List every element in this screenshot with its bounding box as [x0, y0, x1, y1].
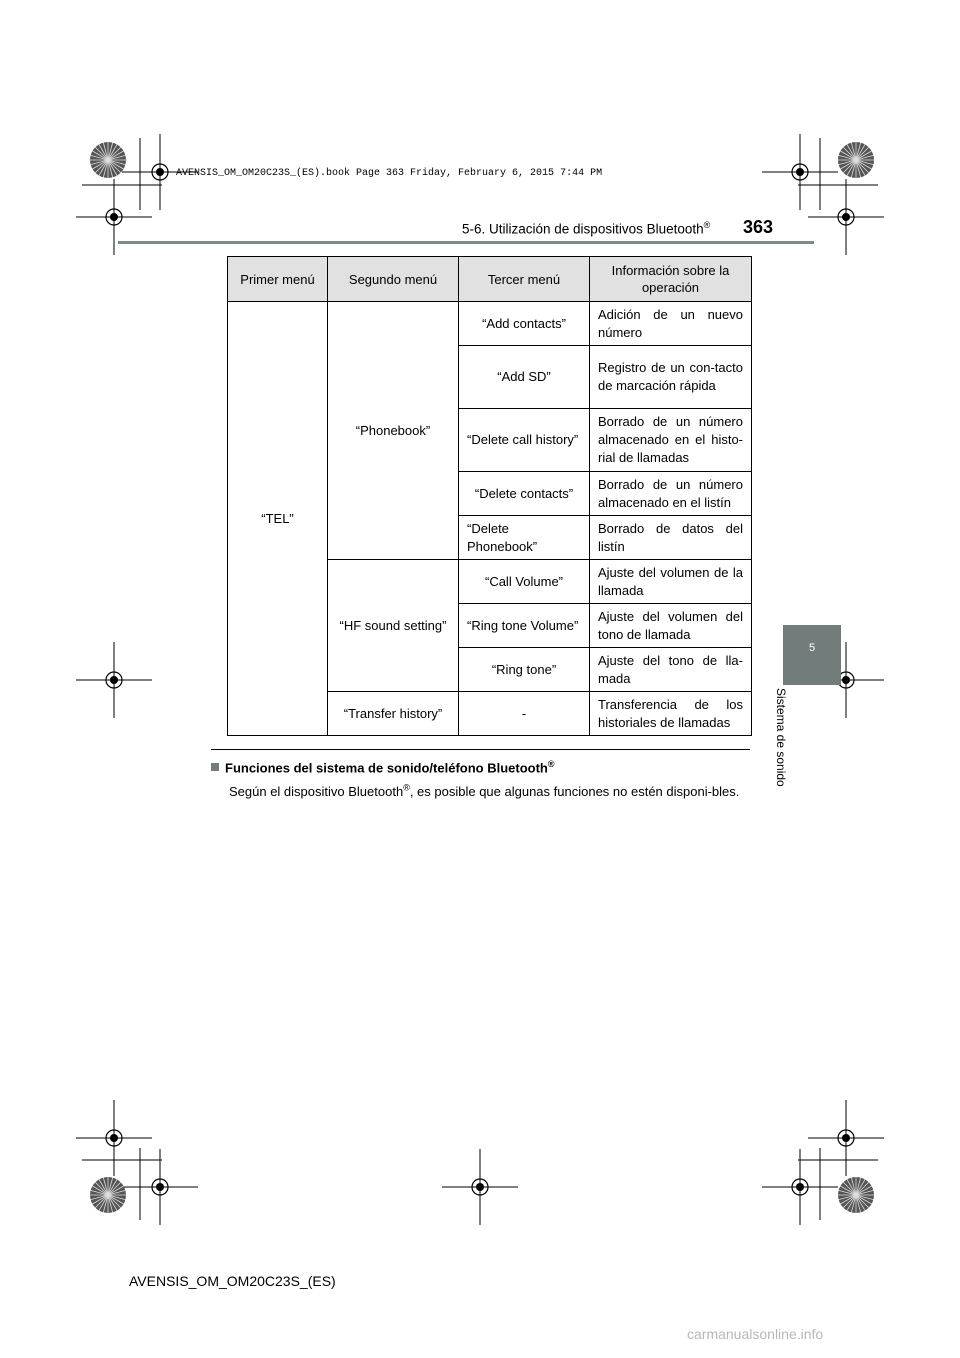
header-third-menu: Tercer menú	[459, 257, 590, 302]
header-first-menu: Primer menú	[228, 257, 328, 302]
table-row	[228, 302, 752, 346]
info-cell: Borrado de datos del listín	[590, 516, 752, 560]
registered-mark: ®	[403, 782, 410, 793]
chapter-title: Sistema de sonido	[774, 688, 788, 787]
third-menu-cell: “Call Volume”	[459, 560, 590, 604]
square-bullet-icon	[211, 763, 219, 771]
info-cell: Registro de un con-tacto de marcación rápida	[590, 346, 752, 409]
third-menu-cell: “Ring tone”	[459, 648, 590, 692]
info-cell: Ajuste del tono de lla-mada	[590, 648, 752, 692]
crosshair-icon	[110, 676, 118, 684]
registered-mark: ®	[703, 220, 711, 230]
second-menu-cell: “Transfer history”	[328, 692, 459, 736]
info-cell: Borrado de un número almacenado en el histo-rial de llamadas	[590, 409, 752, 472]
chapter-side-label	[774, 688, 802, 828]
menu-table	[227, 256, 752, 736]
header-rule	[118, 241, 814, 244]
note-body-start: Según el dispositivo Bluetooth	[229, 784, 404, 799]
crosshair-icon	[842, 1134, 850, 1142]
chapter-tab: 5	[783, 625, 841, 685]
third-menu-cell: “Delete contacts”	[459, 472, 590, 516]
header-second-menu: Segundo menú	[328, 257, 459, 302]
crosshair-icon	[476, 1183, 484, 1191]
info-cell: Borrado de un número almacenado en el listín	[590, 472, 752, 516]
info-cell: Ajuste del volumen del tono de llamada	[590, 604, 752, 648]
crosshair-icon	[842, 676, 850, 684]
third-menu-cell: “Ring tone Volume”	[459, 604, 590, 648]
note-title	[211, 759, 555, 775]
watermark: carmanualsonline.info	[687, 1326, 824, 1342]
third-menu-cell: “Add SD”	[459, 346, 590, 409]
info-cell: Ajuste del volumen de la llamada	[590, 560, 752, 604]
section-title-text: 5-6. Utilización de dispositivos Bluetooth	[462, 221, 704, 237]
crosshair-icon	[110, 213, 118, 221]
second-menu-cell: “Phonebook”	[328, 302, 459, 560]
book-file-info: AVENSIS_OM_OM20C23S_(ES).book Page 363 Friday, February 6, 2015 7:44 PM	[176, 168, 603, 179]
second-menu-cell: “HF sound setting”	[328, 560, 459, 692]
note-title-text: Funciones del sistema de sonido/teléfono Bluetooth	[225, 760, 548, 776]
crosshair-icon	[796, 168, 804, 176]
third-menu-cell: “Add contacts”	[459, 302, 590, 346]
crosshair-icon	[156, 168, 164, 176]
third-menu-cell: “Delete call history”	[459, 409, 590, 472]
first-menu-cell: “TEL”	[228, 302, 328, 736]
third-menu-cell: -	[459, 692, 590, 736]
crosshair-icon	[156, 1183, 164, 1191]
info-cell: Adición de un nuevo número	[590, 302, 752, 346]
third-menu-cell: “Delete Phonebook”	[459, 516, 590, 560]
section-title	[462, 220, 710, 237]
info-cell: Transferencia de los historiales de llamadas	[590, 692, 752, 736]
crosshair-icon	[796, 1183, 804, 1191]
crosshair-icon	[110, 1134, 118, 1142]
note-body-end: , es posible que algunas funciones no estén disponi-bles.	[409, 784, 740, 799]
footer-doc-code: AVENSIS_OM_OM20C23S_(ES)	[129, 1273, 336, 1289]
crosshair-icon	[842, 213, 850, 221]
page-number: 363	[743, 217, 774, 237]
registered-mark: ®	[547, 759, 555, 769]
header-operation-info: Información sobre la operación	[590, 257, 752, 302]
note-body	[229, 781, 749, 803]
note-rule	[211, 749, 750, 750]
table-header-row	[228, 257, 752, 302]
